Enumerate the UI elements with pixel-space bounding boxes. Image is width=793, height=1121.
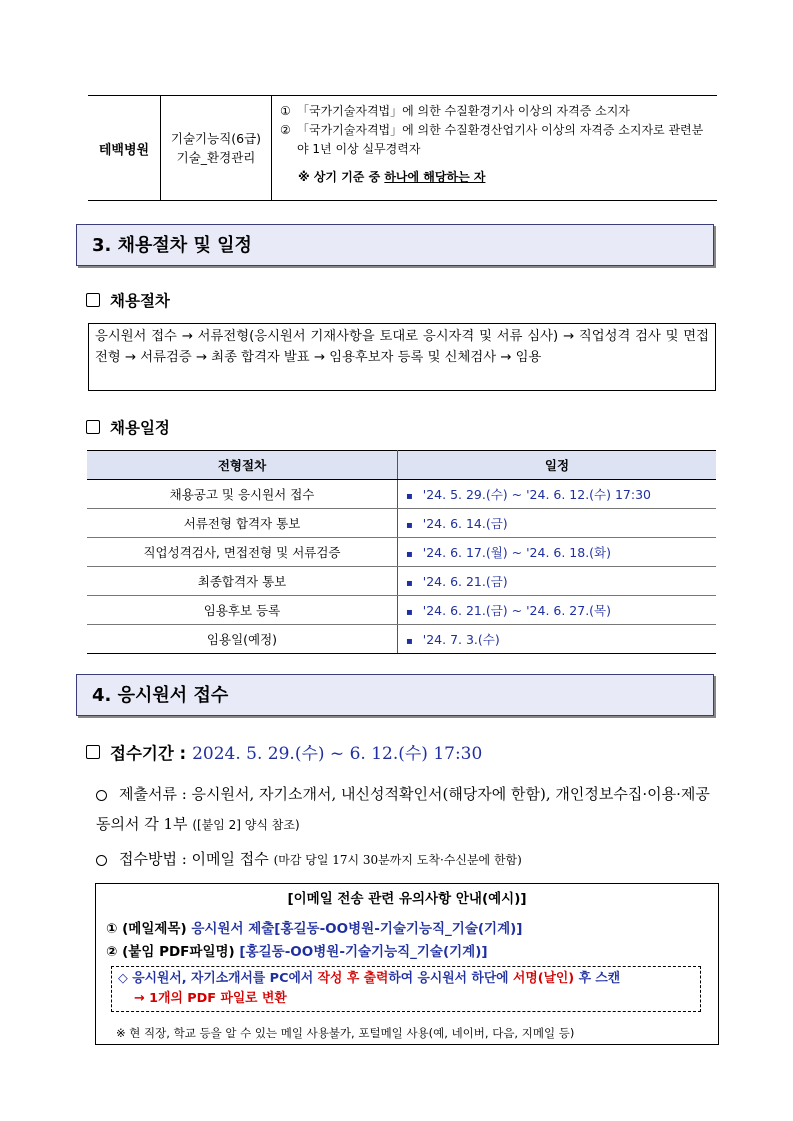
deadline-line bbox=[86, 739, 482, 764]
item-number: ② bbox=[280, 123, 291, 137]
section-3-title: 3. 채용절차 및 일정 bbox=[76, 224, 714, 266]
date-cell bbox=[398, 480, 717, 509]
column-header-step: 전형절차 bbox=[87, 451, 398, 480]
square-bullet-icon bbox=[86, 420, 100, 434]
date-cell bbox=[398, 567, 717, 596]
step-cell: 최종합격자 통보 bbox=[87, 567, 398, 596]
pdf-filename-label: ② (붙임 PDF파일명) bbox=[106, 944, 235, 960]
documents-item bbox=[96, 779, 716, 840]
notice-title: [이메일 전송 관련 유의사항 안내(예시)] bbox=[287, 891, 527, 907]
table-row bbox=[87, 480, 716, 509]
instruction-part: 후 스캔 bbox=[574, 971, 621, 986]
schedule-heading bbox=[86, 416, 170, 438]
circle-bullet-icon bbox=[96, 790, 107, 801]
bullet-icon: ▪ bbox=[406, 520, 413, 531]
documents-reference: ([붙임 2] 양식 참조) bbox=[192, 818, 300, 832]
square-bullet-icon bbox=[86, 745, 100, 759]
mail-subject-label: ① (메일제목) bbox=[106, 921, 187, 937]
eligibility-note bbox=[280, 168, 710, 187]
instruction-highlight: 서명(날인) bbox=[513, 971, 575, 986]
qualification-cell bbox=[280, 102, 710, 187]
column-header-date: 일정 bbox=[398, 451, 717, 480]
instruction-part: 하여 응시원서 하단에 bbox=[388, 971, 513, 986]
deadline-value: 2024. 5. 29.(수) ~ 6. 12.(수) 17:30 bbox=[192, 744, 483, 764]
bullet-icon: ▪ bbox=[406, 578, 413, 589]
date-text: '24. 6. 14.(금) bbox=[422, 516, 508, 531]
procedure-heading-text: 채용절차 bbox=[110, 292, 170, 310]
date-text: '24. 7. 3.(수) bbox=[422, 632, 500, 647]
table-row bbox=[87, 625, 716, 654]
section-4-title: 4. 응시원서 접수 bbox=[76, 674, 714, 716]
table-header-row bbox=[87, 451, 716, 480]
date-cell bbox=[398, 538, 717, 567]
item-number: ① bbox=[280, 104, 291, 118]
step-cell: 직업성격검사, 면접전형 및 서류검증 bbox=[87, 538, 398, 567]
date-cell bbox=[398, 596, 717, 625]
procedure-heading bbox=[86, 289, 170, 311]
position-line1: 기술기능직(6급) bbox=[170, 131, 262, 146]
hospital-name: 테백병원 bbox=[88, 96, 161, 200]
note-prefix: ※ 상기 기준 중 bbox=[298, 170, 385, 184]
table-row bbox=[87, 567, 716, 596]
pdf-instruction-box bbox=[111, 966, 701, 1012]
date-text: '24. 5. 29.(수) ~ '24. 6. 12.(수) 17:30 bbox=[422, 487, 651, 502]
table-row bbox=[87, 596, 716, 625]
table-row bbox=[87, 538, 716, 567]
method-note: (마감 당일 17시 30분까지 도착·수신분에 한함) bbox=[273, 853, 522, 867]
mail-subject-line bbox=[106, 917, 522, 937]
notice-footnote: ※ 현 직장, 학교 등을 알 수 있는 메일 사용불가, 포털메일 사용(예, 네이버, 다음, 지메일 등) bbox=[116, 1026, 575, 1040]
position-cell bbox=[161, 96, 272, 200]
procedure-box: 응시원서 접수 → 서류전형(응시원서 기재사항을 토대로 응시자격 및 서류 심사) → 직업성격 검사 및 면접전형 → 서류검증 → 최종 합격자 발표 → 임용후보자 등록 및 신체검사 → 임용 bbox=[88, 323, 716, 391]
schedule-table bbox=[87, 450, 716, 654]
date-text: '24. 6. 17.(월) ~ '24. 6. 18.(화) bbox=[422, 545, 611, 560]
deadline-label: 접수기간 : bbox=[110, 743, 187, 763]
step-cell: 채용공고 및 응시원서 접수 bbox=[87, 480, 398, 509]
bullet-icon: ▪ bbox=[406, 549, 413, 560]
item-text: 「국가기술자격법」에 의한 수질환경기사 이상의 자격증 소지자 bbox=[297, 104, 630, 118]
instruction-highlight: 작성 후 출력 bbox=[317, 971, 389, 986]
schedule-heading-text: 채용일정 bbox=[110, 419, 170, 437]
square-bullet-icon bbox=[86, 293, 100, 307]
eligibility-table bbox=[88, 95, 717, 201]
instruction-convert: → 1개의 PDF 파일로 변환 bbox=[134, 991, 287, 1006]
date-cell bbox=[398, 509, 717, 538]
date-text: '24. 6. 21.(금) ~ '24. 6. 27.(목) bbox=[422, 603, 611, 618]
bullet-icon: ▪ bbox=[406, 607, 413, 618]
position-line2: 기술_환경관리 bbox=[176, 150, 256, 165]
qualification-item bbox=[280, 102, 710, 121]
qualification-item bbox=[280, 121, 710, 159]
instruction-part: ◇ 응시원서, 자기소개서를 PC에서 bbox=[118, 971, 318, 986]
pdf-filename-line bbox=[106, 940, 488, 960]
method-text: 접수방법 : 이메일 접수 bbox=[119, 850, 269, 868]
email-notice-box bbox=[95, 883, 719, 1045]
pdf-filename-value: [홍길동-OO병원-기술기능직_기술(기계)] bbox=[239, 944, 488, 960]
documents-text: 제출서류 : 응시원서, 자기소개서, 내신성적확인서(해당자에 한함), 개인정보수집·이용·제공동의서 각 1부 bbox=[96, 785, 710, 833]
bullet-icon: ▪ bbox=[406, 636, 413, 647]
step-cell: 서류전형 합격자 통보 bbox=[87, 509, 398, 538]
method-item bbox=[96, 848, 522, 869]
step-cell: 임용일(예정) bbox=[87, 625, 398, 654]
instruction-line bbox=[118, 969, 694, 989]
date-text: '24. 6. 21.(금) bbox=[422, 574, 508, 589]
note-underline: 하나에 해당하는 자 bbox=[384, 170, 486, 184]
mail-subject-value: 응시원서 제출[홍길동-OO병원-기술기능직_기술(기계)] bbox=[191, 921, 523, 937]
bullet-icon: ▪ bbox=[406, 491, 413, 502]
item-text: 「국가기술자격법」에 의한 수질환경산업기사 이상의 자격증 소지자로 관련분야 1년 이상 실무경력자 bbox=[297, 123, 704, 156]
step-cell: 임용후보 등록 bbox=[87, 596, 398, 625]
date-cell bbox=[398, 625, 717, 654]
circle-bullet-icon bbox=[96, 855, 107, 866]
table-row bbox=[87, 509, 716, 538]
